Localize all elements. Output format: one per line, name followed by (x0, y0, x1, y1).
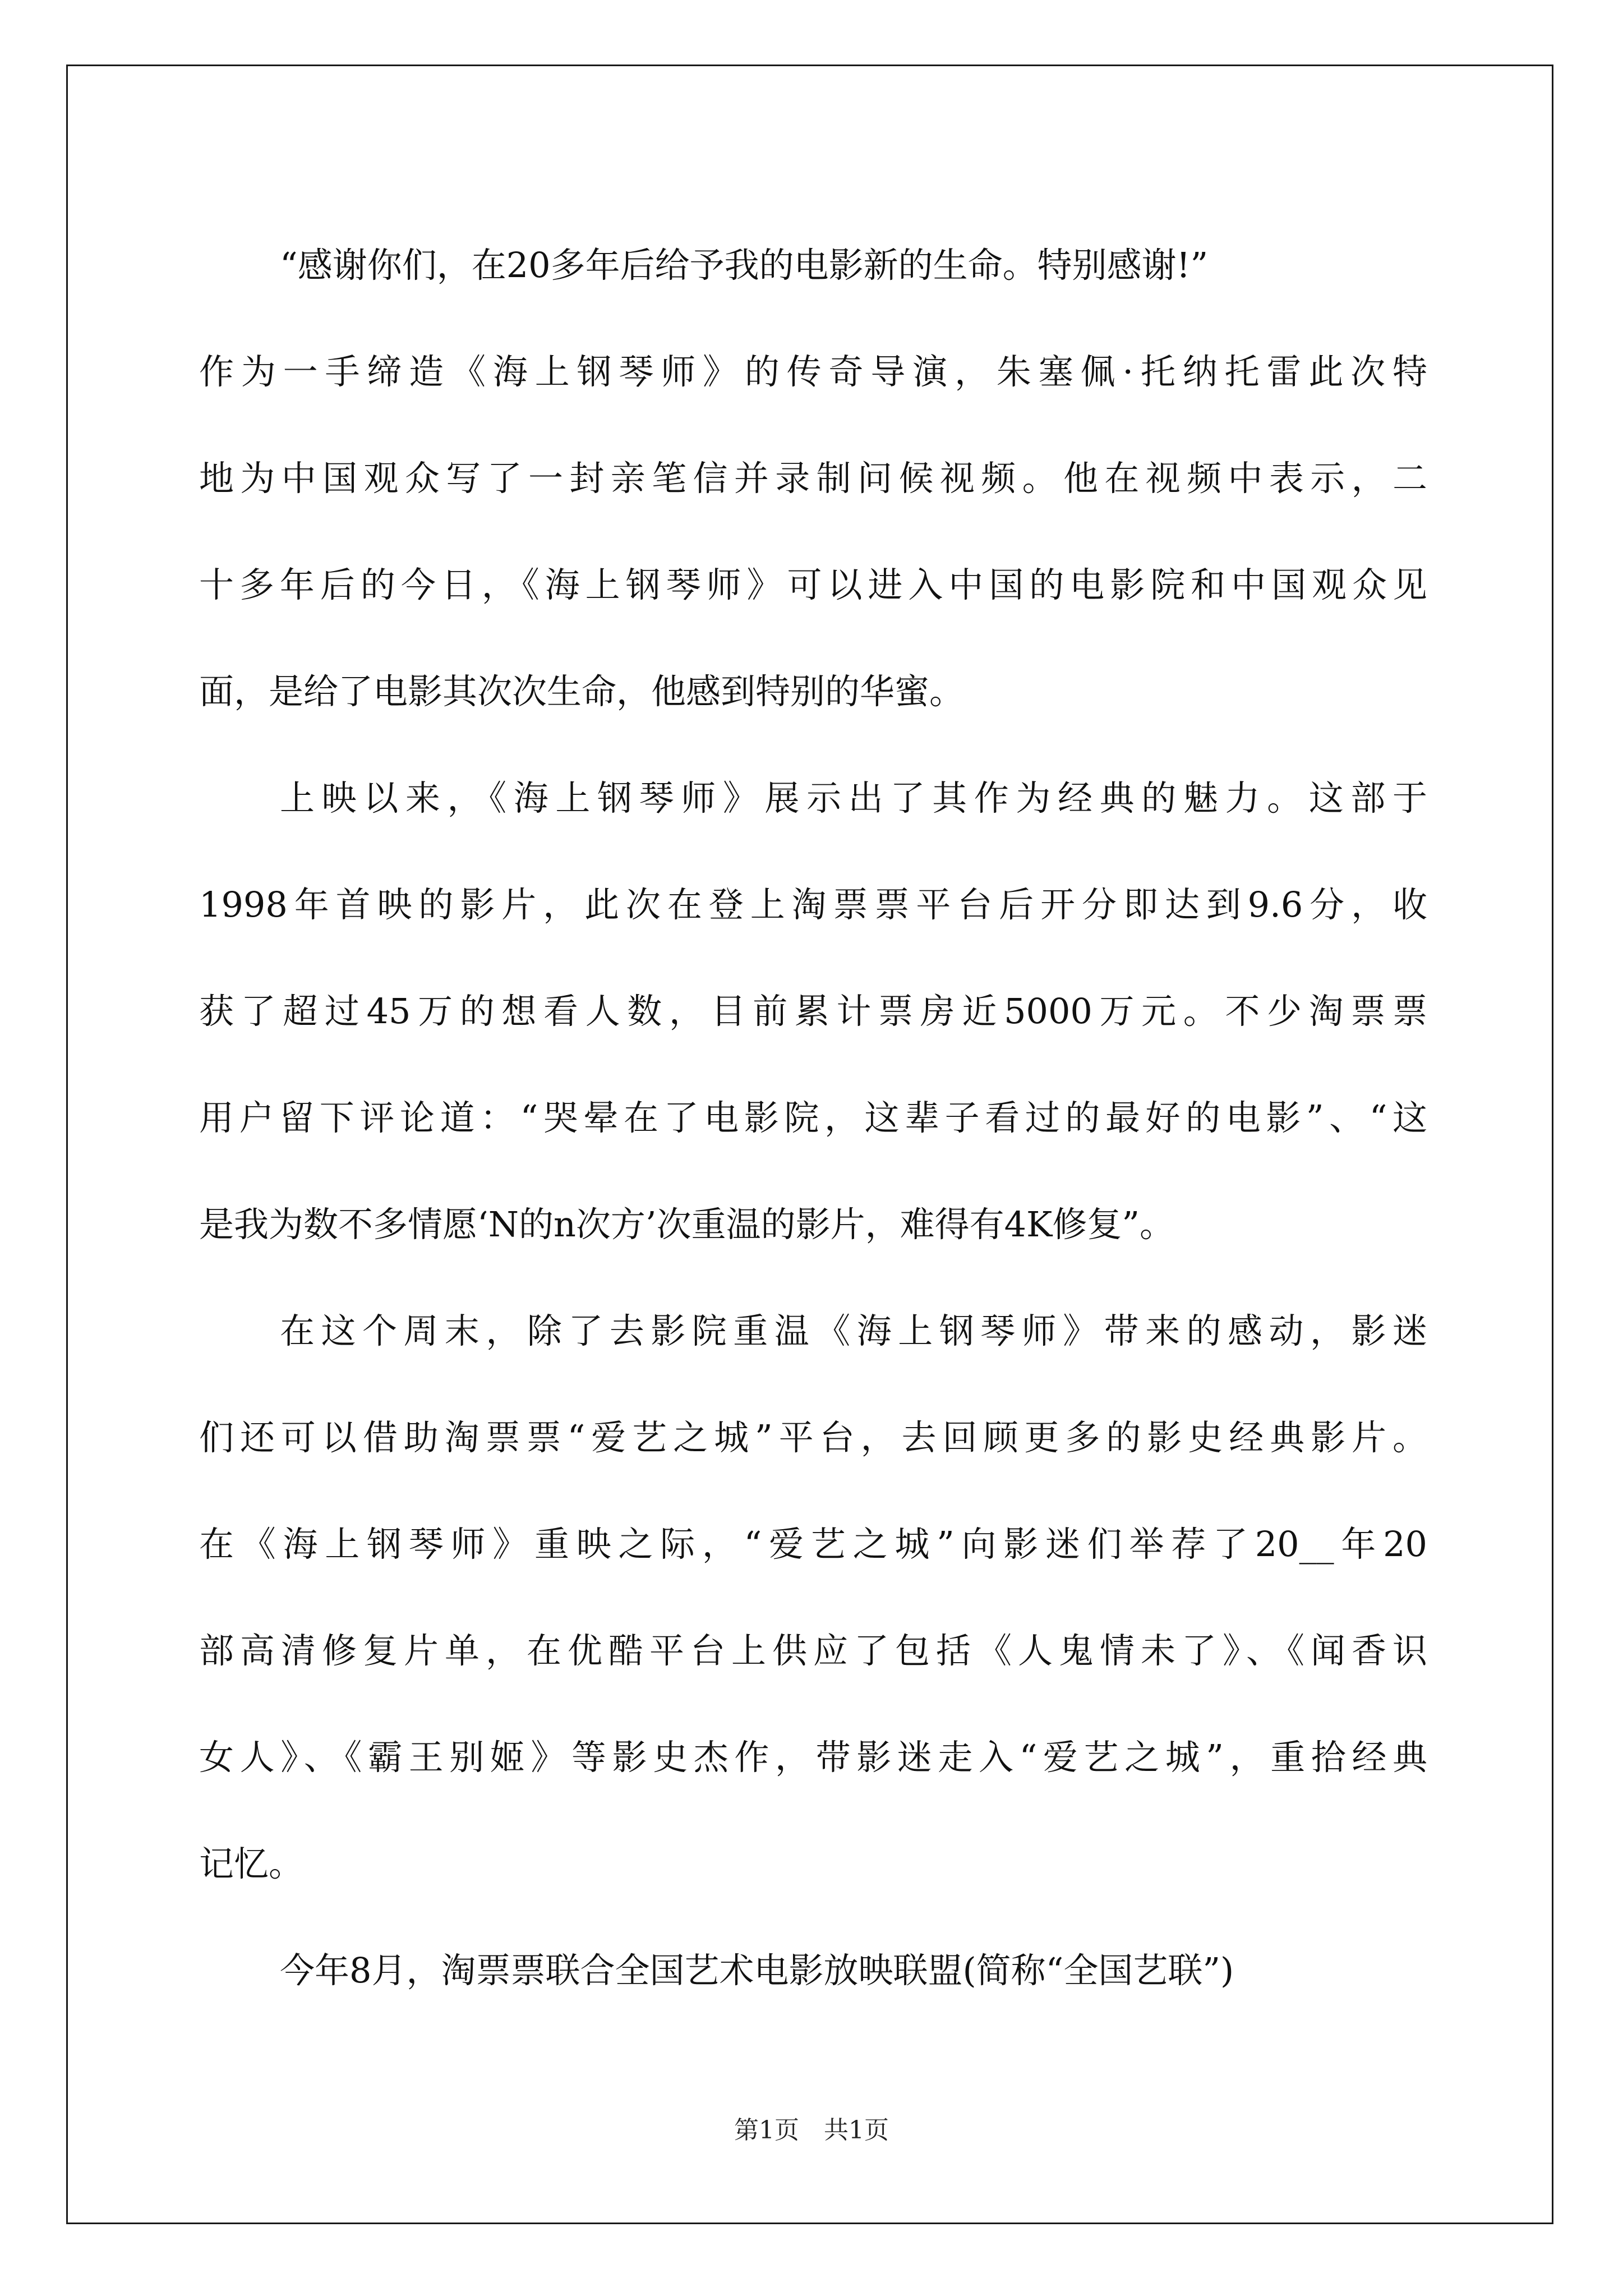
text-line: 是我为数不多情愿‘N的n次方’次重温的影片，难得有4K修复”。 (199, 1204, 1175, 1245)
text-line: 们还可以借助淘票票“爱艺之城”平台，去回顾更多的影史经典影片。 (199, 1417, 1427, 1458)
text-line: 今年8月，淘票票联合全国艺术电影放映联盟(简称“全国艺联”) (280, 1950, 1234, 1991)
text-line: 十多年后的今日，《海上钢琴师》可以进入中国的电影院和中国观众见 (199, 564, 1427, 605)
text-line: 上映以来，《海上钢琴师》展示出了其作为经典的魅力。这部于 (280, 777, 1427, 818)
text-line: 1998年首映的影片，此次在登上淘票票平台后开分即达到9.6分，收 (199, 884, 1427, 925)
text-line: 在这个周末，除了去影院重温《海上钢琴师》带来的感动，影迷 (280, 1310, 1427, 1351)
text-line: 部高清修复片单，在优酷平台上供应了包括《人鬼情未了》、《闻香识 (199, 1630, 1427, 1671)
text-line: 记忆。 (199, 1843, 304, 1884)
text-line: 面，是给了电影其次次生命，他感到特别的华蜜。 (199, 671, 965, 712)
text-line: 女人》、《霸王别姬》等影史杰作，带影迷走入“爱艺之城”，重拾经典 (199, 1737, 1427, 1778)
text-line: 用户留下评论道：“哭晕在了电影院，这辈子看过的最好的电影”、“这 (199, 1097, 1427, 1138)
document-body (199, 212, 1427, 2024)
text-line: 地为中国观众写了一封亲笔信并录制问候视频。他在视频中表示，二 (199, 458, 1427, 499)
text-line: 获了超过45万的想看人数，目前累计票房近5000万元。不少淘票票 (199, 991, 1427, 1032)
page-footer: 第1页 共1页 (734, 2116, 889, 2145)
text-line: 作为一手缔造《海上钢琴师》的传奇导演，朱塞佩·托纳托雷此次特 (199, 351, 1427, 392)
text-line: 在《海上钢琴师》重映之际，“爱艺之城”向影迷们举荐了20__年20 (199, 1524, 1427, 1565)
text-line: “感谢你们，在20多年后给予我的电影新的生命。特别感谢!” (280, 245, 1209, 286)
